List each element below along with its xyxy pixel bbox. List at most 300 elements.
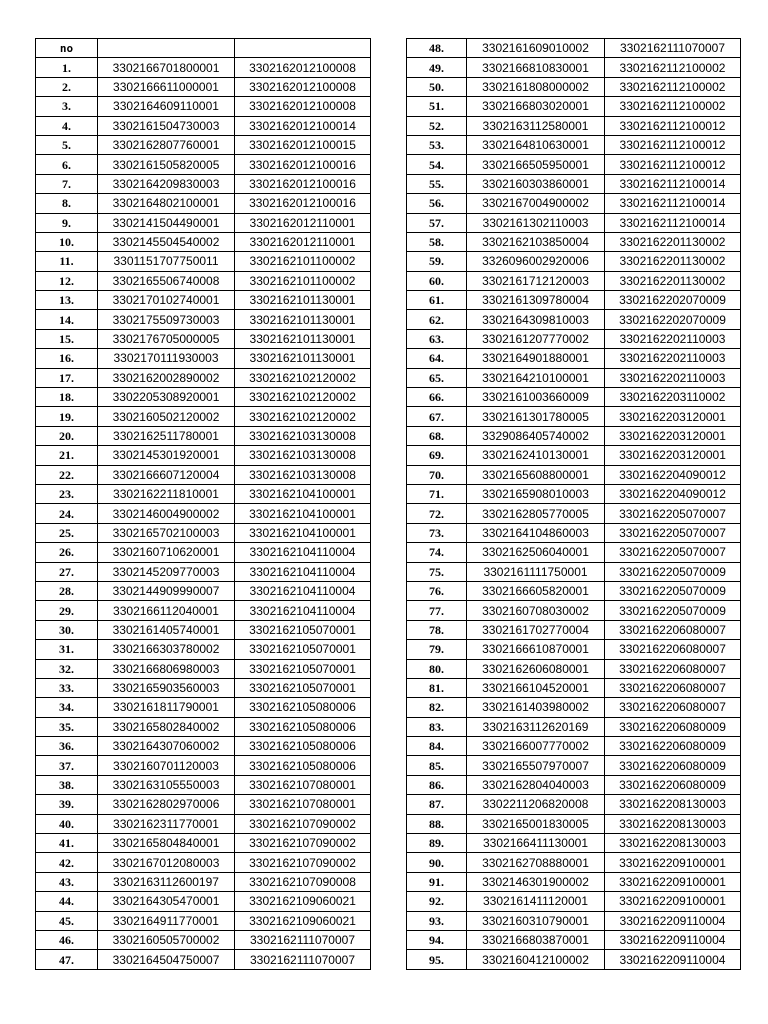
id-number: 3302145504540002 — [98, 232, 235, 251]
table-row — [36, 232, 371, 251]
row-number: 11. — [36, 252, 98, 271]
family-card-number: 3302162104110004 — [235, 601, 371, 620]
table-row — [407, 581, 741, 600]
id-number: 3302160502120002 — [98, 407, 235, 426]
table-row — [36, 155, 371, 174]
id-number: 3302160710620001 — [98, 543, 235, 562]
left-data-table — [35, 38, 371, 970]
id-number: 3302161309780004 — [467, 291, 605, 310]
row-number: 38. — [36, 775, 98, 794]
table-row — [36, 659, 371, 678]
table-row — [407, 426, 741, 445]
row-number: 18. — [36, 388, 98, 407]
id-number: 3302162506040001 — [467, 543, 605, 562]
row-number: 36. — [36, 737, 98, 756]
row-number: 83. — [407, 717, 467, 736]
family-card-number: 3302162107080001 — [235, 775, 371, 794]
row-number: 54. — [407, 155, 467, 174]
row-number: 59. — [407, 252, 467, 271]
family-card-number: 3302162012100016 — [235, 174, 371, 193]
family-card-number: 3302162203120001 — [605, 426, 741, 445]
row-number: 67. — [407, 407, 467, 426]
family-card-number: 3302162209100001 — [605, 853, 741, 872]
right-data-table — [406, 38, 741, 970]
family-card-number: 3302162104100001 — [235, 523, 371, 542]
family-card-number: 3302162112100002 — [605, 77, 741, 96]
id-number: 3302165507970007 — [467, 756, 605, 775]
id-number: 3302144909990007 — [98, 581, 235, 600]
family-card-number: 3302162012100015 — [235, 135, 371, 154]
family-card-number: 3302162206080007 — [605, 640, 741, 659]
family-card-number: 3302162012110001 — [235, 213, 371, 232]
id-number: 3302161702770004 — [467, 620, 605, 639]
family-card-number: 3302162104110004 — [235, 543, 371, 562]
family-card-number: 3302162104110004 — [235, 581, 371, 600]
table-row — [407, 465, 741, 484]
id-number: 3302160708030002 — [467, 601, 605, 620]
table-row — [407, 543, 741, 562]
id-number: 3302167012080003 — [98, 853, 235, 872]
family-card-number: 3302162104100001 — [235, 504, 371, 523]
id-number: 3302165506740008 — [98, 271, 235, 290]
id-number: 3302161505820005 — [98, 155, 235, 174]
table-row — [407, 523, 741, 542]
id-number: 3302162606080001 — [467, 659, 605, 678]
id-number: 3302165802840002 — [98, 717, 235, 736]
row-number: 33. — [36, 678, 98, 697]
family-card-number: 3302162201130002 — [605, 271, 741, 290]
table-row — [36, 135, 371, 154]
id-number: 3302164307060002 — [98, 737, 235, 756]
family-card-number: 3302162208130003 — [605, 814, 741, 833]
id-number: 3302161003660009 — [467, 388, 605, 407]
id-number: 3302165001830005 — [467, 814, 605, 833]
header-no: no — [36, 39, 98, 58]
family-card-number: 3302162209110004 — [605, 950, 741, 969]
id-number: 3302162410130001 — [467, 446, 605, 465]
id-number: 3301151707750011 — [98, 252, 235, 271]
table-row — [407, 698, 741, 717]
family-card-number: 3302162101130001 — [235, 291, 371, 310]
row-number: 8. — [36, 194, 98, 213]
row-number: 48. — [407, 39, 467, 58]
row-number: 93. — [407, 911, 467, 930]
table-row — [407, 775, 741, 794]
family-card-number: 3302162012100016 — [235, 194, 371, 213]
id-number: 3302211206820008 — [467, 795, 605, 814]
table-row — [36, 717, 371, 736]
row-number: 35. — [36, 717, 98, 736]
id-number: 3302170111930003 — [98, 349, 235, 368]
row-number: 91. — [407, 872, 467, 891]
table-row — [36, 756, 371, 775]
family-card-number: 3302162101130001 — [235, 329, 371, 348]
id-number: 3302166112040001 — [98, 601, 235, 620]
table-row — [36, 620, 371, 639]
row-number: 40. — [36, 814, 98, 833]
table-row — [36, 213, 371, 232]
table-row — [36, 775, 371, 794]
table-row — [36, 77, 371, 96]
id-number: 3302166303780002 — [98, 640, 235, 659]
id-number: 3302165702100003 — [98, 523, 235, 542]
family-card-number: 3302162105070001 — [235, 640, 371, 659]
table-row — [36, 446, 371, 465]
row-number: 72. — [407, 504, 467, 523]
family-card-number: 3302162111070007 — [605, 39, 741, 58]
id-number: 3302165804840001 — [98, 834, 235, 853]
table-row — [36, 58, 371, 77]
family-card-number: 3302162205070009 — [605, 601, 741, 620]
right-table-body — [407, 39, 741, 970]
family-card-number: 3302162112100002 — [605, 58, 741, 77]
id-number: 3302145301920001 — [98, 446, 235, 465]
family-card-number: 3302162103130008 — [235, 446, 371, 465]
id-number: 3326096002920006 — [467, 252, 605, 271]
row-number: 81. — [407, 678, 467, 697]
table-row — [36, 814, 371, 833]
id-number: 3302164802100001 — [98, 194, 235, 213]
family-card-number: 3302162012110001 — [235, 232, 371, 251]
id-number: 3302166104520001 — [467, 678, 605, 697]
id-number: 3302161302110003 — [467, 213, 605, 232]
row-number: 63. — [407, 329, 467, 348]
row-number: 94. — [407, 930, 467, 949]
table-row — [36, 174, 371, 193]
row-number: 69. — [407, 446, 467, 465]
row-number: 37. — [36, 756, 98, 775]
family-card-number: 3302162209100001 — [605, 892, 741, 911]
row-number: 61. — [407, 291, 467, 310]
id-number: 3302166701800001 — [98, 58, 235, 77]
id-number: 3302163112620169 — [467, 717, 605, 736]
row-number: 88. — [407, 814, 467, 833]
table-row — [407, 872, 741, 891]
family-card-number: 3302162105080006 — [235, 717, 371, 736]
table-row — [36, 291, 371, 310]
id-number: 3302162211810001 — [98, 484, 235, 503]
row-number: 41. — [36, 834, 98, 853]
family-card-number: 3302162201130002 — [605, 252, 741, 271]
table-row — [407, 349, 741, 368]
row-number: 55. — [407, 174, 467, 193]
table-row — [407, 484, 741, 503]
id-number: 3302164504750007 — [98, 950, 235, 969]
table-row — [36, 484, 371, 503]
id-number: 3302205308920001 — [98, 388, 235, 407]
table-row — [36, 640, 371, 659]
family-card-number: 3302162209100001 — [605, 872, 741, 891]
left-table-body — [36, 58, 371, 969]
table-row — [36, 795, 371, 814]
family-card-number: 3302162112100012 — [605, 116, 741, 135]
id-number: 3302166607120004 — [98, 465, 235, 484]
row-number: 31. — [36, 640, 98, 659]
row-number: 39. — [36, 795, 98, 814]
row-number: 12. — [36, 271, 98, 290]
header-col3 — [235, 39, 371, 58]
id-number: 3302160303860001 — [467, 174, 605, 193]
family-card-number: 3302162203120001 — [605, 407, 741, 426]
family-card-number: 3302162102120002 — [235, 388, 371, 407]
id-number: 3302162511780001 — [98, 426, 235, 445]
id-number: 3302161712120003 — [467, 271, 605, 290]
table-row — [407, 194, 741, 213]
family-card-number: 3302162112100012 — [605, 135, 741, 154]
family-card-number: 3302162208130003 — [605, 834, 741, 853]
family-card-number: 3302162205070009 — [605, 562, 741, 581]
family-card-number: 3302162012100014 — [235, 116, 371, 135]
family-card-number: 3302162105080006 — [235, 737, 371, 756]
family-card-number: 3302162109060021 — [235, 911, 371, 930]
id-number: 3302164210100001 — [467, 368, 605, 387]
family-card-number: 3302162206080007 — [605, 678, 741, 697]
table-row — [407, 446, 741, 465]
table-row — [407, 717, 741, 736]
table-row — [407, 601, 741, 620]
family-card-number: 3302162206080009 — [605, 737, 741, 756]
row-number: 4. — [36, 116, 98, 135]
family-card-number: 3302162103130008 — [235, 465, 371, 484]
family-card-number: 3302162111070007 — [235, 950, 371, 969]
row-number: 50. — [407, 77, 467, 96]
row-number: 45. — [36, 911, 98, 930]
family-card-number: 3302162012100008 — [235, 77, 371, 96]
id-number: 3302161403980002 — [467, 698, 605, 717]
id-number: 3302161811790001 — [98, 698, 235, 717]
id-number: 3302164911770001 — [98, 911, 235, 930]
id-number: 3302161808000002 — [467, 77, 605, 96]
id-number: 3302166610870001 — [467, 640, 605, 659]
row-number: 56. — [407, 194, 467, 213]
id-number: 3302160701120003 — [98, 756, 235, 775]
id-number: 3302170102740001 — [98, 291, 235, 310]
family-card-number: 3302162105080006 — [235, 698, 371, 717]
id-number: 3302163105550003 — [98, 775, 235, 794]
row-number: 3. — [36, 97, 98, 116]
row-number: 9. — [36, 213, 98, 232]
family-card-number: 3302162107080001 — [235, 795, 371, 814]
table-row — [36, 310, 371, 329]
id-number: 3302146301900002 — [467, 872, 605, 891]
table-row — [36, 329, 371, 348]
table-row — [36, 349, 371, 368]
family-card-number: 3302162101130001 — [235, 349, 371, 368]
family-card-number: 3302162101100002 — [235, 252, 371, 271]
id-number: 3302163112580001 — [467, 116, 605, 135]
family-card-number: 3302162109060021 — [235, 892, 371, 911]
table-row — [407, 310, 741, 329]
family-card-number: 3302162102120002 — [235, 407, 371, 426]
family-card-number: 3302162107090008 — [235, 872, 371, 891]
row-number: 75. — [407, 562, 467, 581]
row-number: 42. — [36, 853, 98, 872]
table-row — [407, 756, 741, 775]
table-row — [407, 368, 741, 387]
id-number: 3302175509730003 — [98, 310, 235, 329]
table-row — [407, 97, 741, 116]
row-number: 16. — [36, 349, 98, 368]
table-row — [407, 58, 741, 77]
row-number: 57. — [407, 213, 467, 232]
id-number: 3302162311770001 — [98, 814, 235, 833]
row-number: 47. — [36, 950, 98, 969]
family-card-number: 3302162209110004 — [605, 930, 741, 949]
id-number: 3302164209830003 — [98, 174, 235, 193]
table-row — [407, 135, 741, 154]
id-number: 3302161301780005 — [467, 407, 605, 426]
id-number: 3302162708880001 — [467, 853, 605, 872]
id-number: 3329086405740002 — [467, 426, 605, 445]
id-number: 3302161405740001 — [98, 620, 235, 639]
row-number: 52. — [407, 116, 467, 135]
row-number: 71. — [407, 484, 467, 503]
table-row — [407, 39, 741, 58]
family-card-number: 3302162103130008 — [235, 426, 371, 445]
table-row — [407, 291, 741, 310]
table-row — [407, 232, 741, 251]
row-number: 25. — [36, 523, 98, 542]
row-number: 27. — [36, 562, 98, 581]
row-number: 32. — [36, 659, 98, 678]
row-number: 23. — [36, 484, 98, 503]
table-row — [36, 698, 371, 717]
id-number: 3302165903560003 — [98, 678, 235, 697]
id-number: 3302161609010002 — [467, 39, 605, 58]
table-row — [36, 97, 371, 116]
id-number: 3302161111750001 — [467, 562, 605, 581]
row-number: 95. — [407, 950, 467, 969]
family-card-number: 3302162111070007 — [235, 930, 371, 949]
row-number: 92. — [407, 892, 467, 911]
table-row — [36, 194, 371, 213]
table-row — [36, 853, 371, 872]
id-number: 3302166505950001 — [467, 155, 605, 174]
id-number: 3302160310790001 — [467, 911, 605, 930]
id-number: 3302146004900002 — [98, 504, 235, 523]
id-number: 3302164305470001 — [98, 892, 235, 911]
table-row — [36, 543, 371, 562]
id-number: 3302164609110001 — [98, 97, 235, 116]
row-number: 29. — [36, 601, 98, 620]
row-number: 10. — [36, 232, 98, 251]
family-card-number: 3302162202070009 — [605, 291, 741, 310]
row-number: 34. — [36, 698, 98, 717]
table-row — [407, 116, 741, 135]
table-row — [407, 950, 741, 969]
family-card-number: 3302162208130003 — [605, 795, 741, 814]
table-row — [36, 562, 371, 581]
row-number: 58. — [407, 232, 467, 251]
family-card-number: 3302162012100008 — [235, 97, 371, 116]
id-number: 3302161207770002 — [467, 329, 605, 348]
table-row — [36, 950, 371, 969]
family-card-number: 3302162206080009 — [605, 756, 741, 775]
table-row — [407, 678, 741, 697]
table-row — [36, 252, 371, 271]
row-number: 73. — [407, 523, 467, 542]
id-number: 3302166611000001 — [98, 77, 235, 96]
table-row — [407, 640, 741, 659]
row-number: 19. — [36, 407, 98, 426]
header-col2 — [98, 39, 235, 58]
family-card-number: 3302162206080007 — [605, 620, 741, 639]
family-card-number: 3302162107090002 — [235, 814, 371, 833]
table-row — [36, 872, 371, 891]
table-row — [407, 213, 741, 232]
id-number: 3302165908010003 — [467, 484, 605, 503]
id-number: 3302160412100002 — [467, 950, 605, 969]
family-card-number: 3302162204090012 — [605, 465, 741, 484]
family-card-number: 3302162202110003 — [605, 368, 741, 387]
row-number: 85. — [407, 756, 467, 775]
table-row — [407, 659, 741, 678]
table-row — [407, 77, 741, 96]
family-card-number: 3302162202110003 — [605, 329, 741, 348]
family-card-number: 3302162205070007 — [605, 543, 741, 562]
table-row — [407, 911, 741, 930]
row-number: 79. — [407, 640, 467, 659]
table-row — [407, 795, 741, 814]
family-card-number: 3302162105080006 — [235, 756, 371, 775]
id-number: 3302162802970006 — [98, 795, 235, 814]
row-number: 21. — [36, 446, 98, 465]
row-number: 5. — [36, 135, 98, 154]
table-row — [36, 911, 371, 930]
family-card-number: 3302162202070009 — [605, 310, 741, 329]
id-number: 3302164309810003 — [467, 310, 605, 329]
id-number: 3302162805770005 — [467, 504, 605, 523]
row-number: 28. — [36, 581, 98, 600]
table-row — [407, 174, 741, 193]
table-row — [36, 426, 371, 445]
family-card-number: 3302162104110004 — [235, 562, 371, 581]
row-number: 15. — [36, 329, 98, 348]
family-card-number: 3302162206080009 — [605, 775, 741, 794]
id-number: 3302166803870001 — [467, 930, 605, 949]
row-number: 22. — [36, 465, 98, 484]
id-number: 3302161504730003 — [98, 116, 235, 135]
family-card-number: 3302162105070001 — [235, 620, 371, 639]
table-row — [36, 407, 371, 426]
table-row — [36, 834, 371, 853]
table-row — [36, 930, 371, 949]
id-number: 3302166803020001 — [467, 97, 605, 116]
id-number: 3302160505700002 — [98, 930, 235, 949]
id-number: 3302141504490001 — [98, 213, 235, 232]
family-card-number: 3302162206080007 — [605, 659, 741, 678]
id-number: 3302162804040003 — [467, 775, 605, 794]
table-row — [36, 678, 371, 697]
row-number: 62. — [407, 310, 467, 329]
family-card-number: 3302162112100014 — [605, 194, 741, 213]
table-row — [407, 388, 741, 407]
row-number: 74. — [407, 543, 467, 562]
header-row — [36, 39, 371, 58]
table-row — [36, 465, 371, 484]
family-card-number: 3302162203120001 — [605, 446, 741, 465]
row-number: 80. — [407, 659, 467, 678]
row-number: 60. — [407, 271, 467, 290]
row-number: 66. — [407, 388, 467, 407]
row-number: 14. — [36, 310, 98, 329]
row-number: 51. — [407, 97, 467, 116]
table-row — [407, 834, 741, 853]
family-card-number: 3302162102120002 — [235, 368, 371, 387]
family-card-number: 3302162012100016 — [235, 155, 371, 174]
family-card-number: 3302162209110004 — [605, 911, 741, 930]
row-number: 26. — [36, 543, 98, 562]
